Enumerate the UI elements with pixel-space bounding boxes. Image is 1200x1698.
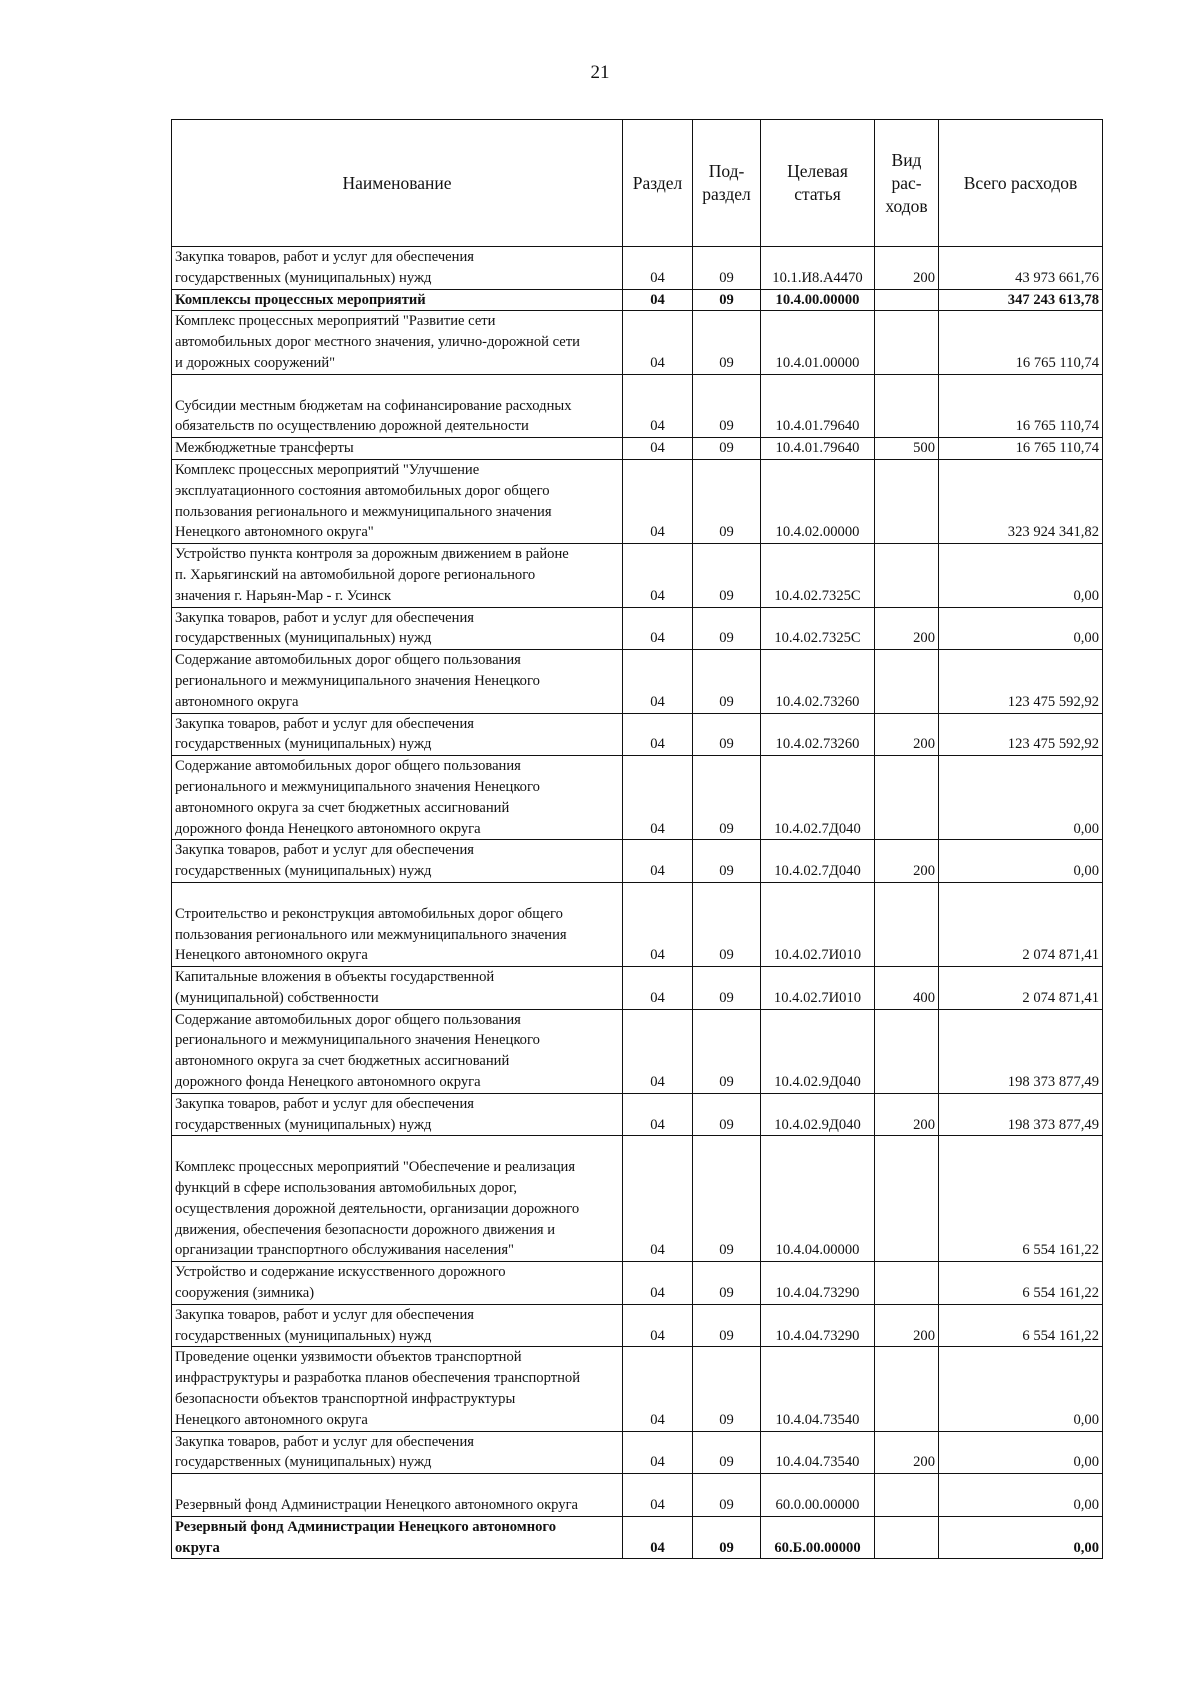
row-subsection-cell: 09 — [693, 311, 761, 374]
row-name-cell — [172, 713, 623, 756]
table-row — [172, 1304, 1103, 1347]
row-expense-type-cell: 500 — [875, 438, 939, 460]
row-total-cell: 0,00 — [939, 756, 1103, 840]
row-article-cell: 10.1.И8.А4470 — [761, 247, 875, 290]
row-name-cell — [172, 1136, 623, 1262]
row-name-cell — [172, 1474, 623, 1517]
row-name-cell — [172, 544, 623, 607]
table-body — [172, 247, 1103, 1559]
row-expense-type-cell: 200 — [875, 1304, 939, 1347]
row-article-cell: 10.4.02.7Д040 — [761, 756, 875, 840]
row-name-text: Закупка товаров, работ и услуг для обеспечения государственных (муниципальных) нужд — [175, 249, 474, 286]
row-subsection-cell: 09 — [693, 756, 761, 840]
row-subsection-cell: 09 — [693, 438, 761, 460]
row-subsection-cell: 09 — [693, 713, 761, 756]
row-name-text: Устройство пункта контроля за дорожным движением в районе п. Харьягинский на автомобильной дороге регионального значения г. Нарьян-Мар - г. Усинск — [175, 546, 569, 604]
table-header-row — [172, 120, 1103, 247]
table-row — [172, 607, 1103, 650]
row-total-cell: 0,00 — [939, 1516, 1103, 1559]
row-section-cell: 04 — [623, 882, 693, 966]
row-article-cell: 10.4.02.7Д040 — [761, 840, 875, 883]
row-section-cell: 04 — [623, 1136, 693, 1262]
row-section-cell: 04 — [623, 713, 693, 756]
row-expense-type-cell: 200 — [875, 1431, 939, 1474]
table-row — [172, 1516, 1103, 1559]
row-subsection-cell: 09 — [693, 1093, 761, 1136]
row-expense-type-cell — [875, 311, 939, 374]
row-name-cell — [172, 438, 623, 460]
row-section-cell: 04 — [623, 289, 693, 311]
row-total-cell: 0,00 — [939, 1431, 1103, 1474]
row-expense-type-cell — [875, 544, 939, 607]
row-section-cell: 04 — [623, 1093, 693, 1136]
row-article-cell: 10.4.01.79640 — [761, 374, 875, 437]
row-expense-type-cell: 200 — [875, 713, 939, 756]
row-subsection-cell: 09 — [693, 1516, 761, 1559]
row-article-cell: 10.4.02.00000 — [761, 459, 875, 543]
row-name-text: Закупка товаров, работ и услуг для обеспечения государственных (муниципальных) нужд — [175, 842, 474, 880]
table-row — [172, 1009, 1103, 1093]
row-article-cell: 10.4.02.7И010 — [761, 967, 875, 1010]
row-total-cell: 2 074 871,41 — [939, 967, 1103, 1010]
row-expense-type-cell: 200 — [875, 1093, 939, 1136]
row-name-cell — [172, 1516, 623, 1559]
row-total-cell: 6 554 161,22 — [939, 1262, 1103, 1305]
row-name-cell — [172, 840, 623, 883]
table-row — [172, 438, 1103, 460]
row-total-cell: 0,00 — [939, 1347, 1103, 1431]
row-name-text: Закупка товаров, работ и услуг для обеспечения государственных (муниципальных) нужд — [175, 1306, 474, 1344]
row-subsection-cell: 09 — [693, 289, 761, 311]
row-subsection-cell: 09 — [693, 1009, 761, 1093]
row-total-cell: 16 765 110,74 — [939, 311, 1103, 374]
row-expense-type-cell — [875, 882, 939, 966]
row-total-cell: 123 475 592,92 — [939, 650, 1103, 713]
row-total-cell: 123 475 592,92 — [939, 713, 1103, 756]
row-total-cell: 2 074 871,41 — [939, 882, 1103, 966]
header-total: Всего расходов — [939, 120, 1103, 247]
table-row — [172, 882, 1103, 966]
row-expense-type-cell: 400 — [875, 967, 939, 1010]
row-total-cell: 198 373 877,49 — [939, 1009, 1103, 1093]
row-total-cell: 0,00 — [939, 607, 1103, 650]
row-subsection-cell: 09 — [693, 1474, 761, 1517]
row-name-text: Строительство и реконструкция автомобильных дорог общего пользования регионального или межмуниципального значения Ненецкого автономного округа — [175, 905, 567, 964]
page-number: 21 — [590, 62, 610, 83]
row-subsection-cell: 09 — [693, 882, 761, 966]
table-row — [172, 459, 1103, 543]
row-subsection-cell: 09 — [693, 1304, 761, 1347]
row-section-cell: 04 — [623, 840, 693, 883]
row-subsection-cell: 09 — [693, 967, 761, 1010]
row-total-cell: 16 765 110,74 — [939, 374, 1103, 437]
table-row — [172, 311, 1103, 374]
row-section-cell: 04 — [623, 1347, 693, 1431]
row-name-cell — [172, 607, 623, 650]
row-spacer — [175, 375, 619, 396]
row-name-text: Устройство и содержание искусственного дорожного сооружения (зимника) — [175, 1264, 506, 1302]
row-name-cell — [172, 1009, 623, 1093]
row-section-cell: 04 — [623, 756, 693, 840]
row-subsection-cell: 09 — [693, 459, 761, 543]
row-name-cell — [172, 967, 623, 1010]
row-subsection-cell: 09 — [693, 544, 761, 607]
row-name-cell — [172, 882, 623, 966]
row-name-cell — [172, 756, 623, 840]
row-name-cell — [172, 247, 623, 290]
row-article-cell: 10.4.02.7325С — [761, 607, 875, 650]
row-section-cell: 04 — [623, 438, 693, 460]
row-section-cell: 04 — [623, 607, 693, 650]
row-name-cell — [172, 459, 623, 543]
table-row — [172, 544, 1103, 607]
table-row — [172, 1347, 1103, 1431]
table-row — [172, 1431, 1103, 1474]
row-total-cell: 16 765 110,74 — [939, 438, 1103, 460]
row-name-text: Закупка товаров, работ и услуг для обеспечения государственных (муниципальных) нужд — [175, 1433, 474, 1471]
row-subsection-cell: 09 — [693, 1431, 761, 1474]
row-name-text: Закупка товаров, работ и услуг для обеспечения государственных (муниципальных) нужд — [175, 609, 474, 647]
table-row — [172, 713, 1103, 756]
row-expense-type-cell: 200 — [875, 247, 939, 290]
table-row — [172, 289, 1103, 311]
row-expense-type-cell — [875, 1474, 939, 1517]
row-name-cell — [172, 1431, 623, 1474]
row-expense-type-cell — [875, 289, 939, 311]
row-spacer — [175, 1136, 619, 1157]
row-expense-type-cell — [875, 374, 939, 437]
row-expense-type-cell — [875, 459, 939, 543]
row-article-cell: 10.4.01.79640 — [761, 438, 875, 460]
row-expense-type-cell — [875, 756, 939, 840]
row-subsection-cell: 09 — [693, 1347, 761, 1431]
row-expense-type-cell — [875, 1009, 939, 1093]
row-name-text: Субсидии местным бюджетам на софинансирование расходных обязательств по осуществлению дорожной деятельности — [175, 397, 572, 435]
row-section-cell: 04 — [623, 1516, 693, 1559]
row-section-cell: 04 — [623, 374, 693, 437]
table-row — [172, 1474, 1103, 1517]
row-expense-type-cell: 200 — [875, 607, 939, 650]
row-total-cell: 198 373 877,49 — [939, 1093, 1103, 1136]
row-name-text: Содержание автомобильных дорог общего пользования регионального и межмуниципального значения Ненецкого автономного округа за счет бюджетных ассигнований дорожного фонда Ненецкого автономного округа — [175, 1011, 540, 1091]
row-subsection-cell: 09 — [693, 247, 761, 290]
header-subsection: Под- раздел — [693, 120, 761, 247]
table-row — [172, 650, 1103, 713]
row-name-text: Содержание автомобильных дорог общего пользования регионального и межмуниципального значения Ненецкого автономного округа за счет бюджетных ассигнований дорожного фонда Ненецкого автономного округа — [175, 758, 540, 837]
row-expense-type-cell — [875, 650, 939, 713]
row-expense-type-cell — [875, 1136, 939, 1262]
row-expense-type-cell: 200 — [875, 840, 939, 883]
table-row — [172, 374, 1103, 437]
row-name-text: Резервный фонд Администрации Ненецкого автономного округа — [175, 1518, 556, 1556]
row-section-cell: 04 — [623, 650, 693, 713]
header-name: Наименование — [172, 120, 623, 247]
row-article-cell: 10.4.01.00000 — [761, 311, 875, 374]
row-section-cell: 04 — [623, 1262, 693, 1305]
row-section-cell: 04 — [623, 247, 693, 290]
row-article-cell: 10.4.02.7И010 — [761, 882, 875, 966]
row-section-cell: 04 — [623, 1431, 693, 1474]
row-section-cell: 04 — [623, 1304, 693, 1347]
row-name-text: Комплекс процессных мероприятий "Развитие сети автомобильных дорог местного значения, улично-дорожной сети и дорожных сооружений" — [175, 313, 580, 371]
row-name-text: Комплексы процессных мероприятий — [175, 291, 426, 308]
row-article-cell: 10.4.02.7325С — [761, 544, 875, 607]
row-expense-type-cell — [875, 1347, 939, 1431]
row-spacer — [175, 883, 619, 904]
row-article-cell: 10.4.00.00000 — [761, 289, 875, 311]
row-name-cell — [172, 1093, 623, 1136]
row-article-cell: 10.4.04.73290 — [761, 1262, 875, 1305]
row-article-cell: 10.4.04.73540 — [761, 1347, 875, 1431]
row-name-text: Комплекс процессных мероприятий "Обеспечение и реализация функций в сфере использования автомобильных дорог, осуществления дорожной деятельности, организации дорожного движения, обеспечения безопасности дорожного движения и организации транспортного обслуживания населения" — [175, 1159, 580, 1259]
row-article-cell: 10.4.02.9Д040 — [761, 1009, 875, 1093]
row-name-text: Резервный фонд Администрации Ненецкого автономного округа — [175, 1497, 579, 1514]
row-name-cell — [172, 311, 623, 374]
table-row — [172, 1262, 1103, 1305]
row-section-cell: 04 — [623, 459, 693, 543]
header-expense-type: Вид рас- ходов — [875, 120, 939, 247]
row-article-cell: 60.Б.00.00000 — [761, 1516, 875, 1559]
row-name-cell — [172, 1347, 623, 1431]
row-total-cell: 6 554 161,22 — [939, 1136, 1103, 1262]
table-row — [172, 1093, 1103, 1136]
row-total-cell: 43 973 661,76 — [939, 247, 1103, 290]
table-row — [172, 840, 1103, 883]
header-target-article: Целевая статья — [761, 120, 875, 247]
row-subsection-cell: 09 — [693, 840, 761, 883]
row-article-cell: 10.4.04.73290 — [761, 1304, 875, 1347]
row-name-text: Закупка товаров, работ и услуг для обеспечения государственных (муниципальных) нужд — [175, 1095, 474, 1133]
row-expense-type-cell — [875, 1262, 939, 1305]
row-article-cell: 10.4.04.73540 — [761, 1431, 875, 1474]
row-subsection-cell: 09 — [693, 1262, 761, 1305]
row-section-cell: 04 — [623, 544, 693, 607]
table-row — [172, 247, 1103, 290]
row-name-text: Межбюджетные трансферты — [175, 440, 354, 457]
row-total-cell: 0,00 — [939, 1474, 1103, 1517]
row-name-text: Содержание автомобильных дорог общего пользования регионального и межмуниципального значения Ненецкого автономного округа — [175, 652, 540, 710]
table-row — [172, 1136, 1103, 1262]
row-subsection-cell: 09 — [693, 650, 761, 713]
row-article-cell: 60.0.00.00000 — [761, 1474, 875, 1517]
row-subsection-cell: 09 — [693, 1136, 761, 1262]
row-name-text: Капитальные вложения в объекты государственной (муниципальной) собственности — [175, 969, 495, 1006]
budget-table — [171, 119, 1103, 1559]
row-subsection-cell: 09 — [693, 607, 761, 650]
row-section-cell: 04 — [623, 967, 693, 1010]
table-row — [172, 967, 1103, 1010]
row-name-cell — [172, 650, 623, 713]
row-total-cell: 6 554 161,22 — [939, 1304, 1103, 1347]
header-section: Раздел — [623, 120, 693, 247]
row-total-cell: 0,00 — [939, 544, 1103, 607]
row-name-cell — [172, 1304, 623, 1347]
row-name-text: Проведение оценки уязвимости объектов транспортной инфраструктуры и разработка планов обеспечения транспортной безопасности объектов транспортной инфраструктуры Ненецкого автономного округа — [175, 1349, 580, 1428]
row-name-text: Комплекс процессных мероприятий "Улучшение эксплуатационного состояния автомобильных дорог общего пользования регионального и межмуниципального значения Ненецкого автономного округа" — [175, 461, 552, 541]
row-name-cell — [172, 1262, 623, 1305]
row-article-cell: 10.4.02.9Д040 — [761, 1093, 875, 1136]
row-subsection-cell: 09 — [693, 374, 761, 437]
row-article-cell: 10.4.04.00000 — [761, 1136, 875, 1262]
row-article-cell: 10.4.02.73260 — [761, 650, 875, 713]
row-name-cell — [172, 289, 623, 311]
row-section-cell: 04 — [623, 1474, 693, 1517]
table-row — [172, 756, 1103, 840]
row-spacer — [175, 1474, 619, 1495]
row-name-cell — [172, 374, 623, 437]
row-total-cell: 0,00 — [939, 840, 1103, 883]
row-section-cell: 04 — [623, 1009, 693, 1093]
row-name-text: Закупка товаров, работ и услуг для обеспечения государственных (муниципальных) нужд — [175, 715, 474, 753]
row-total-cell: 323 924 341,82 — [939, 459, 1103, 543]
row-total-cell: 347 243 613,78 — [939, 289, 1103, 311]
row-section-cell: 04 — [623, 311, 693, 374]
row-article-cell: 10.4.02.73260 — [761, 713, 875, 756]
row-expense-type-cell — [875, 1516, 939, 1559]
